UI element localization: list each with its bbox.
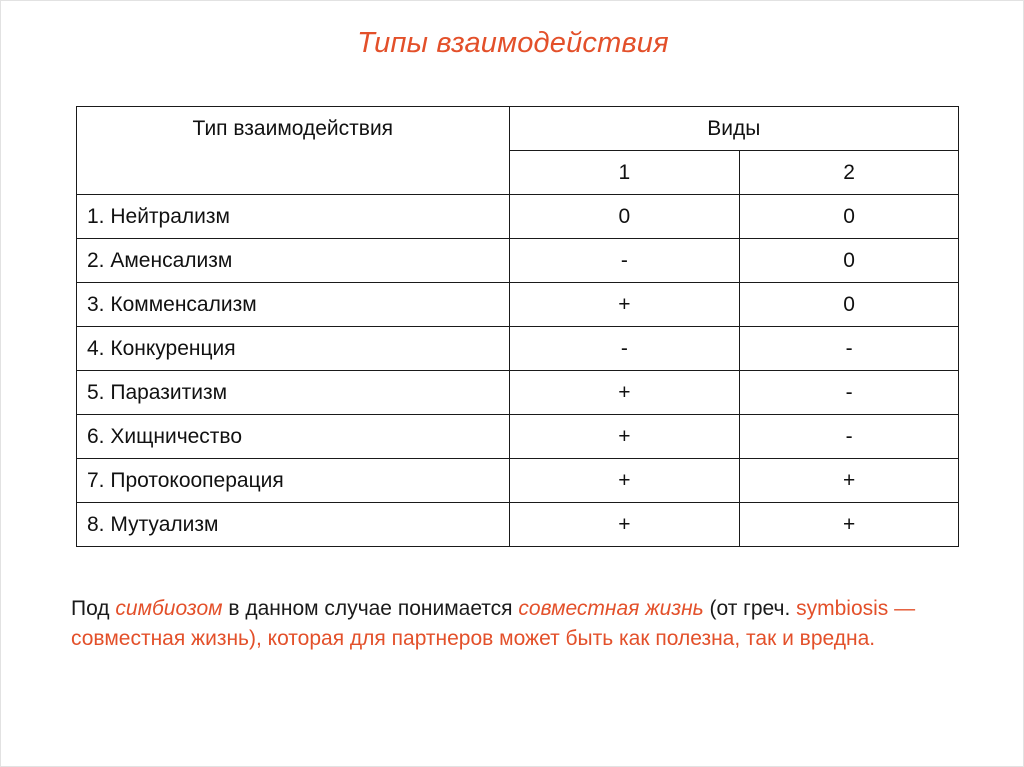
- row-type: 5. Паразитизм: [77, 371, 510, 415]
- row-species-1: 0: [509, 195, 740, 239]
- row-species-2: +: [740, 503, 959, 547]
- header-type: Тип взаимодействия: [77, 107, 510, 195]
- note-text: в данном случае понимается: [222, 597, 519, 620]
- row-species-2: 0: [740, 239, 959, 283]
- table-row: [77, 283, 959, 327]
- row-species-1: +: [509, 459, 740, 503]
- table-header-row: [77, 107, 959, 151]
- symbiosis-note: [71, 594, 971, 654]
- row-species-2: +: [740, 459, 959, 503]
- row-type: 2. Аменсализм: [77, 239, 510, 283]
- row-type: 4. Конкуренция: [77, 327, 510, 371]
- table-row: [77, 371, 959, 415]
- row-type: 7. Протокооперация: [77, 459, 510, 503]
- note-term-cohabitation: совместная жизнь: [518, 597, 704, 620]
- row-species-1: +: [509, 415, 740, 459]
- row-species-2: 0: [740, 195, 959, 239]
- row-species-2: 0: [740, 283, 959, 327]
- interaction-table: [76, 106, 959, 547]
- table-row: [77, 459, 959, 503]
- table-row: [77, 327, 959, 371]
- header-species-2: 2: [740, 151, 959, 195]
- row-species-1: +: [509, 283, 740, 327]
- table-row: [77, 239, 959, 283]
- row-type: 6. Хищничество: [77, 415, 510, 459]
- table-row: [77, 415, 959, 459]
- row-type: 3. Комменсализм: [77, 283, 510, 327]
- row-type: 1. Нейтрализм: [77, 195, 510, 239]
- note-term-symbiosis: симбиозом: [115, 597, 223, 620]
- slide-title: Типы взаимодействия: [357, 27, 669, 59]
- row-species-1: +: [509, 503, 740, 547]
- row-species-1: +: [509, 371, 740, 415]
- row-species-1: -: [509, 239, 740, 283]
- row-type: 8. Мутуализм: [77, 503, 510, 547]
- row-species-1: -: [509, 327, 740, 371]
- note-text: Под: [71, 597, 116, 620]
- note-etymology: symbiosis — совместная жизнь), которая для партнеров может быть как полезна, так и вредна.: [71, 597, 916, 650]
- row-species-2: -: [740, 415, 959, 459]
- row-species-2: -: [740, 327, 959, 371]
- table-row: [77, 195, 959, 239]
- header-species: Виды: [509, 107, 958, 151]
- table-row: [77, 503, 959, 547]
- note-text: (от греч.: [703, 597, 797, 620]
- header-species-1: 1: [509, 151, 740, 195]
- row-species-2: -: [740, 371, 959, 415]
